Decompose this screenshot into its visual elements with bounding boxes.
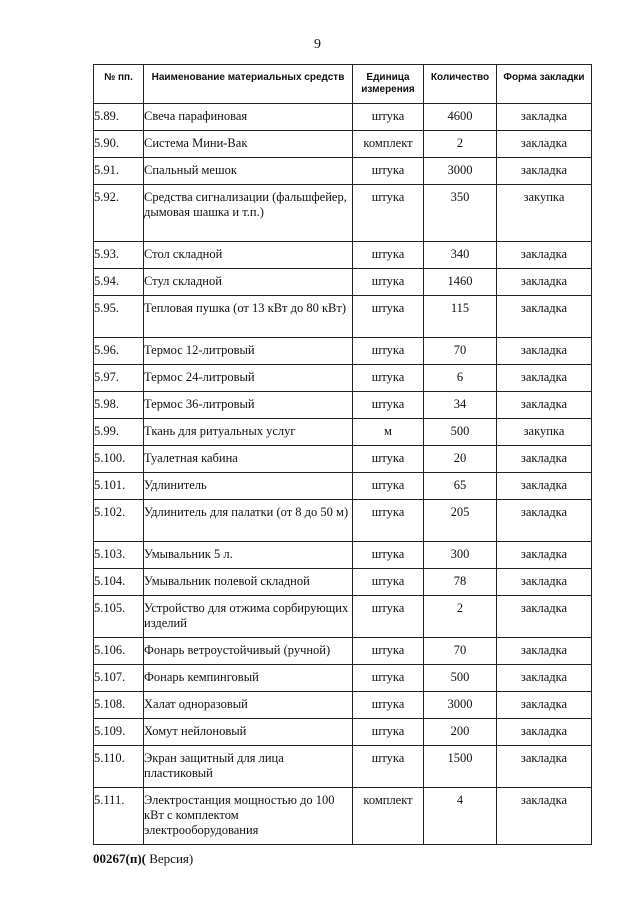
cell-unit: штука (353, 242, 424, 269)
cell-num: 5.93. (94, 242, 144, 269)
header-name: Наименование материальных средств (144, 65, 353, 104)
table-body (94, 104, 592, 845)
header-unit: Единица измерения (353, 65, 424, 104)
cell-qty: 4600 (424, 104, 497, 131)
table-row (94, 692, 592, 719)
cell-qty: 70 (424, 638, 497, 665)
cell-qty: 6 (424, 365, 497, 392)
cell-qty: 20 (424, 446, 497, 473)
table-row (94, 419, 592, 446)
cell-form: закладка (497, 788, 592, 845)
cell-qty: 3000 (424, 158, 497, 185)
materials-table (93, 64, 592, 845)
cell-name: Стол складной (144, 242, 353, 269)
cell-num: 5.99. (94, 419, 144, 446)
cell-num: 5.106. (94, 638, 144, 665)
table-row (94, 446, 592, 473)
table-row (94, 665, 592, 692)
cell-qty: 200 (424, 719, 497, 746)
cell-unit: штука (353, 746, 424, 788)
cell-name: Термос 24-литровый (144, 365, 353, 392)
document-code-number: 00267(п)( (93, 851, 146, 866)
cell-form: закладка (497, 665, 592, 692)
cell-qty: 300 (424, 542, 497, 569)
cell-form: закладка (497, 638, 592, 665)
cell-form: закладка (497, 365, 592, 392)
cell-name: Удлинитель (144, 473, 353, 500)
cell-num: 5.94. (94, 269, 144, 296)
cell-unit: штука (353, 500, 424, 542)
cell-form: закладка (497, 542, 592, 569)
cell-num: 5.107. (94, 665, 144, 692)
table-row (94, 365, 592, 392)
cell-name: Фонарь кемпинговый (144, 665, 353, 692)
cell-unit: штука (353, 542, 424, 569)
cell-form: закладка (497, 719, 592, 746)
cell-qty: 1500 (424, 746, 497, 788)
cell-unit: штука (353, 446, 424, 473)
cell-name: Спальный мешок (144, 158, 353, 185)
table-row (94, 392, 592, 419)
cell-name: Умывальник 5 л. (144, 542, 353, 569)
cell-qty: 70 (424, 338, 497, 365)
table-row (94, 185, 592, 242)
table-row (94, 596, 592, 638)
cell-unit: штука (353, 569, 424, 596)
cell-qty: 115 (424, 296, 497, 338)
cell-name: Тепловая пушка (от 13 кВт до 80 кВт) (144, 296, 353, 338)
cell-name: Ткань для ритуальных услуг (144, 419, 353, 446)
table-row (94, 542, 592, 569)
table-row (94, 104, 592, 131)
cell-num: 5.100. (94, 446, 144, 473)
table-row (94, 500, 592, 542)
cell-form: закладка (497, 596, 592, 638)
cell-unit: штука (353, 158, 424, 185)
cell-num: 5.96. (94, 338, 144, 365)
cell-num: 5.91. (94, 158, 144, 185)
cell-qty: 500 (424, 419, 497, 446)
cell-form: закладка (497, 569, 592, 596)
cell-name: Свеча парафиновая (144, 104, 353, 131)
document-version: Версия) (145, 851, 194, 866)
table-row (94, 719, 592, 746)
table-row (94, 296, 592, 338)
cell-form: закладка (497, 131, 592, 158)
cell-qty: 2 (424, 596, 497, 638)
table-row (94, 338, 592, 365)
cell-form: закладка (497, 338, 592, 365)
cell-name: Умывальник полевой складной (144, 569, 353, 596)
cell-unit: штука (353, 392, 424, 419)
table-row (94, 788, 592, 845)
cell-num: 5.90. (94, 131, 144, 158)
cell-name: Термос 36-литровый (144, 392, 353, 419)
cell-name: Экран защитный для лица пластиковый (144, 746, 353, 788)
cell-qty: 65 (424, 473, 497, 500)
cell-name: Туалетная кабина (144, 446, 353, 473)
cell-num: 5.101. (94, 473, 144, 500)
cell-unit: штука (353, 104, 424, 131)
table-row (94, 638, 592, 665)
cell-name: Устройство для отжима сорбирующих изделий (144, 596, 353, 638)
cell-name: Система Мини-Вак (144, 131, 353, 158)
cell-unit: штука (353, 365, 424, 392)
cell-unit: комплект (353, 788, 424, 845)
table-row (94, 746, 592, 788)
cell-name: Средства сигнализации (фальшфейер, дымовая шашка и т.п.) (144, 185, 353, 242)
table-row (94, 131, 592, 158)
cell-form: закупка (497, 419, 592, 446)
cell-form: закладка (497, 500, 592, 542)
cell-name: Стул складной (144, 269, 353, 296)
cell-form: закладка (497, 269, 592, 296)
cell-num: 5.111. (94, 788, 144, 845)
cell-num: 5.98. (94, 392, 144, 419)
cell-num: 5.89. (94, 104, 144, 131)
cell-form: закладка (497, 392, 592, 419)
page-number: 9 (314, 37, 321, 52)
cell-unit: штука (353, 338, 424, 365)
cell-qty: 205 (424, 500, 497, 542)
header-form: Форма закладки (497, 65, 592, 104)
cell-unit: штука (353, 596, 424, 638)
cell-qty: 2 (424, 131, 497, 158)
header-qty: Количество (424, 65, 497, 104)
cell-unit: штука (353, 473, 424, 500)
cell-form: закладка (497, 446, 592, 473)
cell-form: закладка (497, 692, 592, 719)
cell-name: Термос 12-литровый (144, 338, 353, 365)
table-row (94, 269, 592, 296)
cell-form: закладка (497, 104, 592, 131)
cell-num: 5.97. (94, 365, 144, 392)
cell-form: закупка (497, 185, 592, 242)
cell-num: 5.92. (94, 185, 144, 242)
cell-form: закладка (497, 473, 592, 500)
cell-num: 5.109. (94, 719, 144, 746)
cell-form: закладка (497, 158, 592, 185)
cell-num: 5.104. (94, 569, 144, 596)
cell-qty: 500 (424, 665, 497, 692)
cell-form: закладка (497, 296, 592, 338)
header-num: № пп. (94, 65, 144, 104)
cell-unit: штука (353, 296, 424, 338)
cell-qty: 1460 (424, 269, 497, 296)
table-row (94, 242, 592, 269)
cell-unit: м (353, 419, 424, 446)
cell-num: 5.102. (94, 500, 144, 542)
cell-name: Фонарь ветроустойчивый (ручной) (144, 638, 353, 665)
cell-form: закладка (497, 746, 592, 788)
cell-unit: комплект (353, 131, 424, 158)
cell-name: Халат одноразовый (144, 692, 353, 719)
cell-unit: штука (353, 692, 424, 719)
cell-unit: штука (353, 719, 424, 746)
cell-name: Электростанция мощностью до 100 кВт с комплектом электрооборудования (144, 788, 353, 845)
cell-num: 5.105. (94, 596, 144, 638)
cell-qty: 340 (424, 242, 497, 269)
cell-name: Удлинитель для палатки (от 8 до 50 м) (144, 500, 353, 542)
cell-qty: 78 (424, 569, 497, 596)
cell-num: 5.110. (94, 746, 144, 788)
cell-unit: штука (353, 185, 424, 242)
cell-unit: штука (353, 269, 424, 296)
cell-qty: 4 (424, 788, 497, 845)
table-header-row (94, 65, 592, 104)
table-row (94, 473, 592, 500)
cell-unit: штука (353, 665, 424, 692)
cell-name: Хомут нейлоновый (144, 719, 353, 746)
cell-num: 5.108. (94, 692, 144, 719)
cell-form: закладка (497, 242, 592, 269)
cell-unit: штука (353, 638, 424, 665)
cell-num: 5.103. (94, 542, 144, 569)
document-code (93, 851, 193, 867)
table-row (94, 569, 592, 596)
table-row (94, 158, 592, 185)
cell-num: 5.95. (94, 296, 144, 338)
cell-qty: 3000 (424, 692, 497, 719)
cell-qty: 350 (424, 185, 497, 242)
cell-qty: 34 (424, 392, 497, 419)
